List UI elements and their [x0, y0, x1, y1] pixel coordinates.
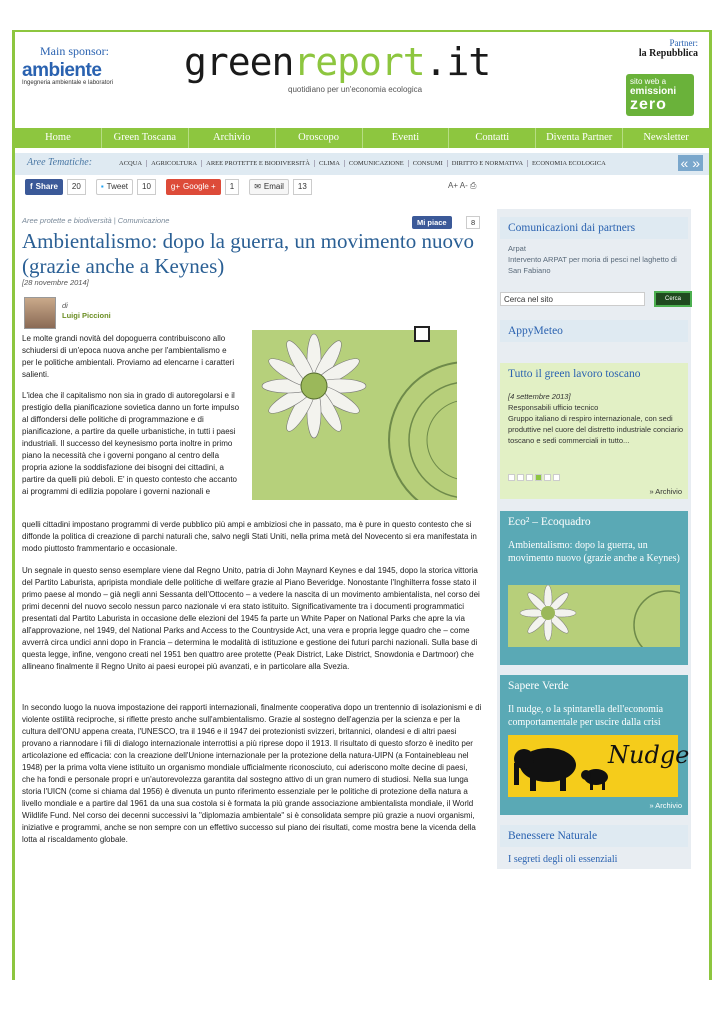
site-logo[interactable]: greenreport.it: [184, 40, 491, 84]
print-icon[interactable]: ⎙: [470, 181, 477, 190]
search-button[interactable]: Cerca: [654, 291, 692, 307]
partner-name: la Repubblica: [638, 48, 698, 59]
nav-green-toscana[interactable]: Green Toscana: [102, 128, 189, 148]
facebook-share-button[interactable]: [25, 179, 63, 195]
sapere-article-link[interactable]: Il nudge, o la spintarella dell'economia comportamentale per uscire dalla crisi: [508, 704, 664, 728]
nudge-title: Nudge: [608, 741, 690, 769]
zero-emissions-badge[interactable]: [626, 74, 694, 116]
theme-agricoltura[interactable]: AGRICOLTURA: [146, 160, 201, 167]
article-paragraph-2b: quelli cittadini impostano programmi di verde pubblico più ampi e ambiziosi che in passato, ma è pure in questo contesto che si diffonde la politica di creazione di parchi naturali che, salvo negli Stati Uniti, nella prima metà del Novecento si era manifestata in modo piuttosto frammentario e occasionale.: [22, 520, 477, 553]
eco-thumbnail[interactable]: [508, 585, 680, 647]
theme-economia[interactable]: ECONOMIA ECOLOGICA: [527, 160, 610, 167]
nav-home[interactable]: Home: [15, 128, 102, 148]
lavoro-role[interactable]: Responsabili ufficio tecnico: [508, 403, 599, 412]
sponsor-logo-sub: Ingegneria ambientale e laboratori: [22, 80, 114, 86]
image-select-handle[interactable]: [414, 326, 430, 342]
nav-archivio[interactable]: Archivio: [189, 128, 276, 148]
article-paragraph-3: Un segnale in questo senso esemplare viene dal Regno Unito, patria di John Maynard Keynes e dal 1945, dopo la storica vittoria del Partito Laburista, apripista mondiale delle politiche di welfare grazie al Piano Beveridge. Nonostante l'Inghilterra fosse stato il primo paese al mondo – già negli anni Sessanta dell'Ottocento – a vedere la nascita di un movimento ambientalista, nel corso dei primi decenni del nuovo secolo nessun parco nazionale vi era stato istituito. Significativamente tra i documenti programmatici presentati dal Partito Laburista in occasione delle elezioni del 1945 fa parte un White Paper on National Parks che apre la via all'approvazione, nel 1949, del National Parks and Access to the Countryside Act, una vera e propria legge quadro che – come avverrà circa undici anni dopo in Francia – determina le modalità di istituzione e gestione dei futuri parchi nazionali. Sulla base di questa legge, infine, vengono creati nel 1951 ben quattro aree protette (Peak District, Lake District, Snowdonia e Dartmoor) che allineano finalmente il Regno Unito ai paesi europei più avanzati, e in particolare alla Svezia.: [22, 566, 480, 671]
themes-scroll-arrows[interactable]: « »: [678, 155, 703, 171]
sponsor-label: Main sponsor:: [40, 44, 109, 58]
email-button[interactable]: [249, 179, 289, 195]
breadcrumb[interactable]: Aree protette e biodiversità | Comunicazione: [22, 216, 170, 225]
email-count: 13: [293, 179, 312, 195]
zero-line-3: zero: [630, 96, 667, 113]
facebook-count: 20: [67, 179, 86, 195]
google-plus-button[interactable]: [166, 179, 221, 195]
nav-diventa-partner[interactable]: Diventa Partner: [536, 128, 623, 148]
lavoro-panel: [500, 385, 688, 499]
theme-diritto[interactable]: DIRITTO E NORMATIVA: [447, 160, 527, 167]
nav-eventi[interactable]: Eventi: [363, 128, 450, 148]
themes-list: [115, 160, 610, 167]
article-illustration: [252, 330, 457, 500]
partners-heading: Comunicazioni dai partners: [500, 217, 688, 239]
theme-acqua[interactable]: ACQUA: [119, 160, 143, 167]
benessere-item[interactable]: I segreti degli oli essenziali: [508, 854, 618, 865]
lavoro-pager[interactable]: [508, 474, 560, 481]
facebook-like-button[interactable]: Mi piace: [412, 216, 452, 229]
article-paragraph-2a: L'idea che il capitalismo non sia in grado di autoregolarsi e il prestigio della pianificazione sovietica danno un forte impulso al diffondersi delle politiche di programmazione e di pianificazione, a partire da quelle urbanistiche, in tutti i paesi industriali. Il successo del keynesismo porta inoltre in primo piano la necessità che i governi pongano al centro della propria azione la soddisfazione dei bisogni dei cittadini, a partire da quelli più deboli. E' in questo contesto che accanto ai programmi di edilizia popolare i governi nazionali e: [22, 391, 240, 496]
eco-heading: Eco² – Ecoquadro: [500, 511, 688, 533]
site-tagline: quotidiano per un'economia ecologica: [288, 85, 423, 94]
partners-item-link[interactable]: Intervento ARPAT per moria di pesci nel laghetto di San Fabiano: [508, 255, 677, 275]
article-date: [28 novembre 2014]: [22, 278, 89, 287]
email-icon: ✉: [254, 182, 261, 191]
email-label: Email: [263, 182, 284, 191]
nav-contatti[interactable]: Contatti: [449, 128, 536, 148]
theme-consumi[interactable]: CONSUMI: [408, 160, 447, 167]
lavoro-date: [4 settembre 2013]: [508, 392, 571, 401]
search-input[interactable]: Cerca nel sito: [500, 292, 645, 306]
partners-list: [508, 243, 690, 276]
lavoro-text: [508, 391, 686, 446]
themes-bar: [15, 153, 709, 175]
google-plus-icon: g+: [170, 182, 181, 191]
facebook-share-label: Share: [35, 182, 58, 191]
page-frame-right: [709, 30, 712, 980]
eco-article-link[interactable]: Ambientalismo: dopo la guerra, un movimento nuovo (grazie anche a Keynes): [508, 540, 680, 564]
twitter-icon: ▪: [100, 182, 104, 191]
sapere-panel: [500, 697, 688, 815]
tweet-label: Tweet: [106, 182, 128, 191]
tweet-count: 10: [137, 179, 156, 195]
theme-aree-protette[interactable]: AREE PROTETTE E BIODIVERSITÀ: [201, 160, 314, 167]
sapere-archivio-link[interactable]: » Archivio: [649, 801, 682, 810]
share-bar: [25, 179, 318, 195]
article-paragraph-4: In secondo luogo la nuova impostazione dei rapporti internazionali, finalmente cooperativa dopo un trentennio di isolazionismi e di violente ostilità reciproche, si riflette presto anche sull'ambientalismo. Grazie al sostegno dell'agenzia per la scienza e per la cultura dell'ONU appena creata, l'UNESCO, tra il 1946 e il 1947 dei protezionisti svizzeri, britannici, olandesi e di altri paesi provano a riannodare i fili di dialogo internazionale interrottisi a più riprese dopo il 1913. Il risultato di questo sforzo è inedito per articolazione ed efficacia: con la creazione dell'Unione internazionale per la protezione della natura-UIPN (a Fontainebleau nel 1948) per la prima volta viene istituito un organismo mondiale ufficialmente riconosciuto, cui aderiscono molte decine di paesi, che ha fondi e personale propri e un'autorevolezza garantita dal sostegno attivo di un gran numero di studiosi. Nella sua lunga storia l'UICN (come si chiama dal 1956) è divenuta un punto riferimento essenziale per le politiche di protezione della natura a livello mondiale e a partire dal 1961 da una sua costola si è formata la più grande associazione ambientalista mondiale, il World Wildlife Fund. Nel corso dei decenni successivi la "diplomazia ambientale" si è consolidata sempre più grazie a nuovi organismi, iniziative e programmi, anche se non sempre con un effettivo successo sul piano dei risultati, come mostra bene la vicenda della lotta al riscaldamento globale.: [22, 703, 482, 844]
font-size-label: A+ A-: [448, 181, 468, 190]
appymeteo-heading[interactable]: AppyMeteo: [500, 320, 688, 342]
google-plus-count: 1: [225, 179, 239, 195]
font-size-controls[interactable]: [448, 181, 476, 191]
author-name[interactable]: Luigi Piccioni: [62, 311, 111, 320]
sponsor-logo-word: ambiente: [22, 60, 102, 81]
nav-oroscopo[interactable]: Oroscopo: [276, 128, 363, 148]
partner-block[interactable]: [628, 38, 698, 59]
eco-panel: [500, 533, 688, 665]
page-frame-top: [12, 30, 712, 32]
article-title: Ambientalismo: dopo la guerra, un movimento nuovo (grazie anche a Keynes): [22, 229, 475, 278]
sponsor-logo[interactable]: [22, 60, 113, 86]
article-paragraph-1: Le molte grandi novità del dopoguerra contribuiscono allo schiudersi di un'epoca nuova anche per l'ambientalismo e per le politiche ambientali. Proviamo ad elencarne i caratteri salienti.: [22, 334, 235, 379]
nav-newsletter[interactable]: Newsletter: [643, 132, 689, 143]
google-plus-label: Google +: [183, 182, 216, 191]
like-count: 8: [466, 216, 480, 229]
theme-comunicazione[interactable]: COMUNICAZIONE: [344, 160, 408, 167]
benessere-heading: Benessere Naturale: [500, 825, 688, 847]
nudge-image[interactable]: [508, 735, 690, 797]
tweet-button[interactable]: [96, 179, 133, 195]
lavoro-heading: Tutto il green lavoro toscano: [500, 363, 688, 385]
author-prefix: di: [62, 301, 68, 310]
author-avatar: [24, 297, 56, 329]
sapere-heading: Sapere Verde: [500, 675, 688, 697]
partner-label: Partner:: [669, 38, 698, 48]
main-nav: [15, 128, 709, 148]
themes-label: Aree Tematiche:: [27, 157, 93, 168]
theme-clima[interactable]: CLIMA: [314, 160, 344, 167]
facebook-icon: f: [30, 182, 33, 191]
partners-item-source: Arpat: [508, 244, 526, 253]
zero-line-2: emissioni: [630, 86, 677, 97]
lavoro-archivio-link[interactable]: » Archivio: [649, 487, 682, 496]
zero-line-1: sito web a: [630, 77, 667, 86]
lavoro-description: Gruppo italiano di respiro internazionale, con sedi produttive nel cuore del distretto industriale conciario toscano e sedi commerciali in tutto...: [508, 414, 684, 445]
